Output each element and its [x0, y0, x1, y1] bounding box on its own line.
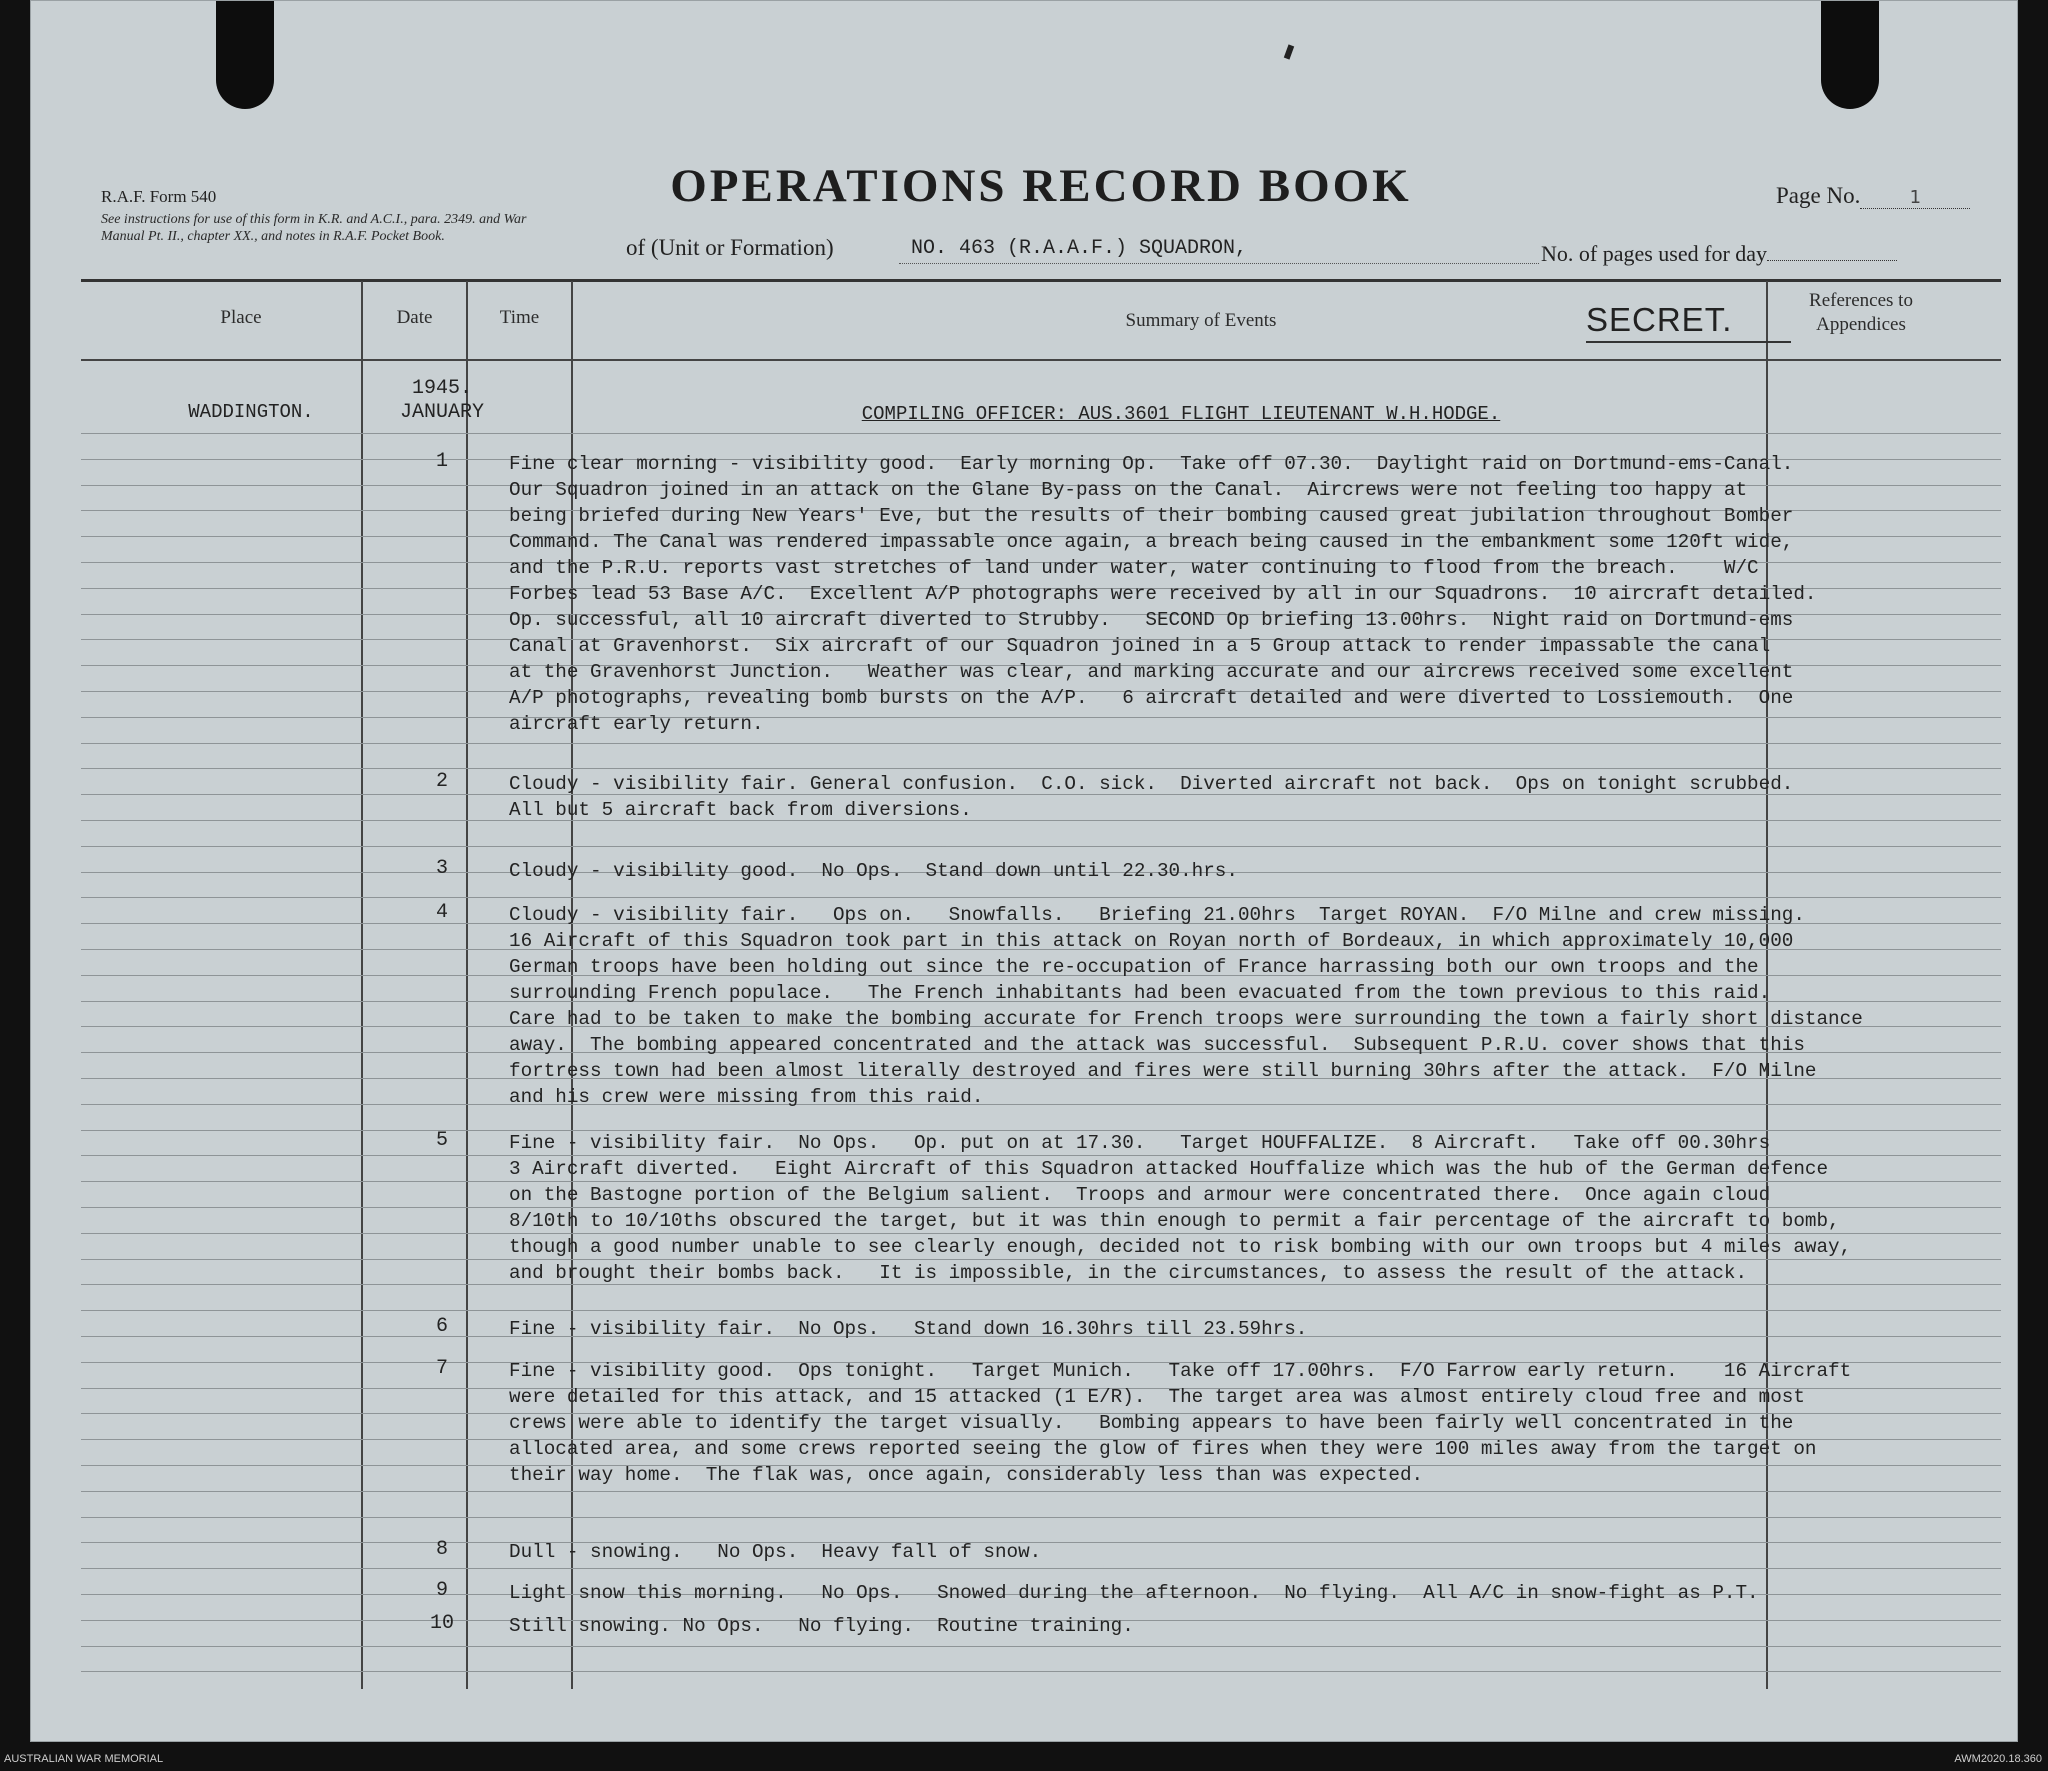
summary-line: Cloudy - visibility fair. Ops on. Snowfalls. Briefing 21.00hrs Target ROYAN. F/O Milne and crew missing.: [509, 904, 1805, 926]
column-header-place: Place: [220, 307, 262, 328]
column-divider-place: [361, 281, 363, 1689]
classification-stamp: SECRET.: [1586, 301, 1733, 338]
ruled-line: [81, 743, 2001, 744]
summary-line: and his crew were missing from this raid.: [509, 1086, 984, 1108]
record-sheet: [30, 0, 2018, 1742]
summary-line: Light snow this morning. No Ops. Snowed during the afternoon. No flying. All A/C in snow-fight as P.T.: [509, 1582, 1759, 1604]
entry-date: 7: [435, 1357, 448, 1380]
header-top-rule: [81, 279, 2001, 282]
summary-line: Op. successful, all 10 aircraft diverted to Strubby. SECOND Op briefing 13.00hrs. Night raid on Dortmund-ems: [509, 609, 1794, 631]
stray-mark: [1284, 44, 1294, 59]
summary-line: on the Bastogne portion of the Belgium salient. Troops and armour were concentrated there. Once again cloud: [509, 1184, 1771, 1206]
entry-summary: [509, 1580, 2009, 1606]
pages-used: [1541, 241, 1897, 267]
entry-date: 1: [435, 450, 448, 473]
classification-underline: [1586, 341, 1791, 343]
page-number-value: 1: [1860, 187, 1970, 209]
ruled-line: [81, 846, 2001, 847]
ruled-line: [81, 433, 2001, 434]
summary-line: though a good number unable to see clearly enough, decided not to risk bombing with our own troops but 4 miles away,: [509, 1236, 1852, 1258]
summary-line: Command. The Canal was rendered impassable once again, a breach being caused in the embankment some 120ft wide,: [509, 531, 1794, 553]
entry-summary: [509, 1539, 2009, 1565]
unit-label: of (Unit or Formation): [626, 235, 834, 260]
summary-line: All but 5 aircraft back from diversions.: [509, 799, 972, 821]
pages-used-label: No. of pages used for day: [1541, 241, 1768, 266]
unit-value: NO. 463 (R.A.A.F.) SQUADRON,: [911, 237, 1248, 260]
entry-summary: [509, 858, 2009, 884]
ruled-line: [81, 897, 2001, 898]
summary-line: Still snowing. No Ops. No flying. Routine training.: [509, 1615, 1134, 1637]
summary-line: German troops have been holding out since the re-occupation of France harrassing both our own troops and the: [509, 956, 1759, 978]
summary-line: and the P.R.U. reports vast stretches of land under water, water continuing to flood from the breach. W/C: [509, 557, 1759, 579]
entry-date: 2: [435, 770, 448, 793]
ruled-line: [81, 768, 2001, 769]
entry-summary: [509, 451, 2009, 737]
page-number-label: Page No.: [1776, 183, 1861, 208]
column-header-summary: Summary of Events: [1125, 310, 1277, 331]
footer-reference: AWM2020.18.360: [1954, 1753, 2042, 1765]
summary-line: Forbes lead 53 Base A/C. Excellent A/P photographs were received by all in our Squadrons. 10 aircraft detailed.: [509, 583, 1817, 605]
column-header-date: Date: [396, 307, 433, 328]
ruled-line: [81, 1491, 2001, 1492]
punch-hole-right: [1821, 0, 1879, 109]
summary-line: their way home. The flak was, once again, considerably less than was expected.: [509, 1464, 1424, 1486]
summary-line: away. The bombing appeared concentrated and the attack was successful. Subsequent P.R.U. cover shows that this: [509, 1034, 1805, 1056]
summary-line: Canal at Gravenhorst. Six aircraft of our Squadron joined in a 5 Group attack to render impassable the canal: [509, 635, 1771, 657]
entry-date: 6: [435, 1315, 448, 1338]
entry-summary: [509, 1613, 2009, 1639]
ruled-line: [81, 1568, 2001, 1569]
entry-date: 5: [435, 1129, 448, 1152]
summary-line: Fine - visibility fair. No Ops. Op. put on at 17.30. Target HOUFFALIZE. 8 Aircraft. Take off 00.30hrs: [509, 1132, 1771, 1154]
summary-line: 3 Aircraft diverted. Eight Aircraft of this Squadron attacked Houffalize which was the hub of the German defence: [509, 1158, 1829, 1180]
summary-line: crews were able to identify the target visually. Bombing appears to have been fairly well concentrated in the: [509, 1412, 1794, 1434]
summary-line: allocated area, and some crews reported seeing the glow of fires when they were 100 miles away from the target on: [509, 1438, 1817, 1460]
footer-institution: AUSTRALIAN WAR MEMORIAL: [4, 1753, 164, 1765]
summary-line: Cloudy - visibility fair. General confusion. C.O. sick. Diverted aircraft not back. Ops on tonight scrubbed.: [509, 773, 1794, 795]
form-instructions: See instructions for use of this form in K.R. and A.C.I., para. 2349. and War Manual Pt. II., chapter XX., and notes in R.A.F. Pocket Book.: [101, 212, 527, 244]
entry-summary: [509, 1316, 2009, 1342]
summary-line: 16 Aircraft of this Squadron took part in this attack on Royan north of Bordeaux, in which approximately 10,000: [509, 930, 1794, 952]
form-id: R.A.F. Form 540: [101, 187, 217, 206]
ruled-line: [81, 1310, 2001, 1311]
summary-line: Care had to be taken to make the bombing accurate for French troops were surrounding the town a fairly short distance: [509, 1008, 1863, 1030]
unit-dotted-line: [899, 263, 1539, 264]
entry-summary: [509, 771, 2009, 823]
place-value: WADDINGTON.: [188, 401, 314, 423]
page-number: [1776, 183, 1970, 209]
entry-date: 4: [435, 901, 448, 924]
document-title: OPERATIONS RECORD BOOK: [670, 160, 1412, 212]
summary-line: aircraft early return.: [509, 713, 764, 735]
entry-date: 10: [429, 1612, 454, 1635]
ruled-line: [81, 1671, 2001, 1672]
pages-used-blank: [1767, 260, 1897, 261]
summary-line: were detailed for this attack, and 15 attacked (1 E/R). The target area was almost entirely cloud free and most: [509, 1386, 1805, 1408]
year-value: 1945.: [411, 377, 472, 400]
summary-line: at the Gravenhorst Junction. Weather was clear, and marking accurate and our aircrews received some excellent: [509, 661, 1794, 683]
summary-line: Dull - snowing. No Ops. Heavy fall of snow.: [509, 1541, 1042, 1563]
entry-date: 3: [435, 857, 448, 880]
entry-summary: [509, 1358, 2009, 1488]
entry-date: 9: [435, 1579, 448, 1602]
summary-line: surrounding French populace. The French inhabitants had been evacuated from the town previous to this raid.: [509, 982, 1771, 1004]
month-value: JANUARY: [399, 401, 484, 424]
summary-line: Cloudy - visibility good. No Ops. Stand down until 22.30.hrs.: [509, 860, 1238, 882]
column-header-time: Time: [499, 307, 540, 328]
summary-line: Fine - visibility fair. No Ops. Stand down 16.30hrs till 23.59hrs.: [509, 1318, 1308, 1340]
date-year-month: [397, 377, 487, 425]
punch-hole-left: [216, 0, 274, 109]
summary-line: fortress town had been almost literally destroyed and fires were still burning 30hrs after the attack. F/O Milne: [509, 1060, 1817, 1082]
summary-line: A/P photographs, revealing bomb bursts on the A/P. 6 aircraft detailed and were diverted to Lossiemouth. One: [509, 687, 1794, 709]
summary-line: Our Squadron joined in an attack on the Glane By-pass on the Canal. Aircrews were not feeling too happy at: [509, 479, 1748, 501]
column-divider-date: [466, 281, 468, 1689]
ruled-line: [81, 1517, 2001, 1518]
entry-date: 8: [435, 1538, 448, 1561]
entry-summary: [509, 1130, 2009, 1286]
summary-line: Fine - visibility good. Ops tonight. Target Munich. Take off 17.00hrs. F/O Farrow early return. 16 Aircraft: [509, 1360, 1852, 1382]
compiling-officer: COMPILING OFFICER: AUS.3601 FLIGHT LIEUTENANT W.H.HODGE.: [861, 403, 1501, 425]
header-bottom-rule: [81, 359, 2001, 361]
summary-line: Fine clear morning - visibility good. Early morning Op. Take off 07.30. Daylight raid on Dortmund-ems-Canal.: [509, 453, 1794, 475]
ruled-line: [81, 1646, 2001, 1647]
summary-line: and brought their bombs back. It is impossible, in the circumstances, to assess the result of the attack.: [509, 1262, 1748, 1284]
summary-line: being briefed during New Years' Eve, but the results of their bombing caused great jubilation throughout Bomber: [509, 505, 1794, 527]
entry-summary: [509, 902, 2009, 1110]
summary-line: 8/10th to 10/10ths obscured the target, but it was thin enough to permit a fair percentage of the aircraft to bomb,: [509, 1210, 1840, 1232]
column-header-references: References to Appendices: [1809, 290, 1913, 335]
